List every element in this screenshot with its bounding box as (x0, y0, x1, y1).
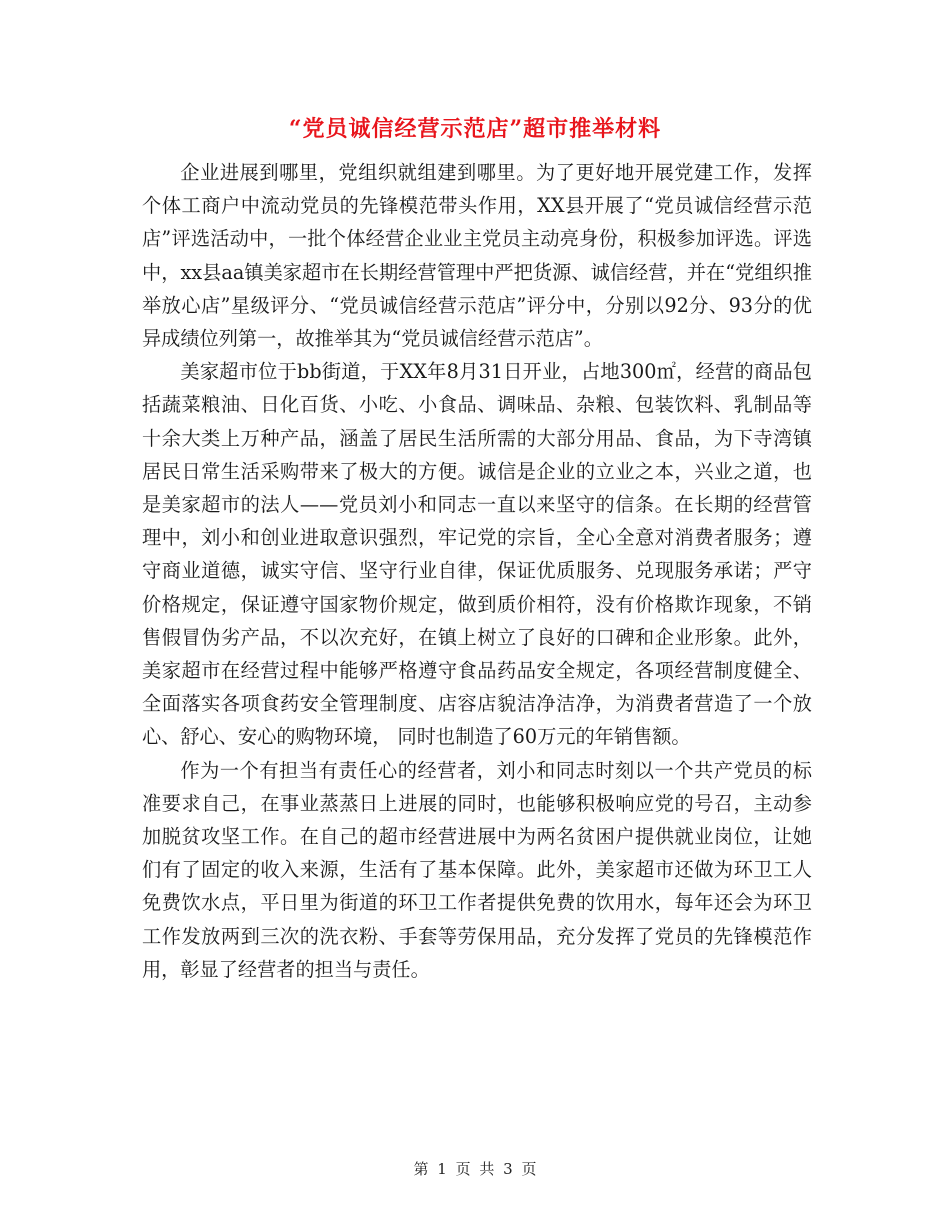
paragraph-supermarket-profile: 美家超市位于bb街道，于XX年8月31日开业，占地300㎡，经营的商品包括蔬菜粮油、日化百货、小吃、小食品、调味品、杂粮、包装饮料、乳制品等十余大类上万种产品，涵盖了居民生活所需的大部分用品、食品，为下寺湾镇居民日常生活采购带来了极大的方便。诚信是企业的立业之本，兴业之道，也是美家超市的法人——党员刘小和同志一直以来坚守的信条。在长期的经营管理中，刘小和创业进取意识强烈，牢记党的宗旨，全心全意对消费者服务；遵守商业道德，诚实守信、坚守行业自律，保证优质服务、兑现服务承诺；严守价格规定，保证遵守国家物价规定，做到质价相符，没有价格欺诈现象，不销售假冒伪劣产品，不以次充好，在镇上树立了良好的口碑和企业形象。此外，美家超市在经营过程中能够严格遵守食品药品安全规定，各项经营制度健全、全面落实各项食药安全管理制度、店容店貌洁净洁净，为消费者营造了一个放心、舒心、安心的购物环境， 同时也制造了60万元的年销售额。 (142, 360, 812, 749)
paragraph-intro: 企业进展到哪里，党组织就组建到哪里。为了更好地开展党建工作，发挥个体工商户中流动党员的先锋模范带头作用，XX县开展了“党员诚信经营示范店”评选活动中，一批个体经营企业业主党员主动亮身份，积极参加评选。评选中，xx县aa镇美家超市在长期经营管理中严把货源、诚信经营，并在“党组织推举放心店”星级评分、“党员诚信经营示范店”评分中，分别以92分、93分的优异成绩位列第一，故推举其为“党员诚信经营示范店”。 (142, 161, 812, 351)
document-body (142, 156, 812, 986)
paragraph-social-responsibility: 作为一个有担当有责任心的经营者，刘小和同志时刻以一个共产党员的标准要求自己，在事业蒸蒸日上进展的同时，也能够积极响应党的号召，主动参加脱贫攻坚工作。在自己的超市经营进展中为两名贫困户提供就业岗位，让她们有了固定的收入来源，生活有了基本保障。此外，美家超市还做为环卫工人免费饮水点，平日里为街道的环卫工作者提供免费的饮用水，每年还会为环卫工作发放两到三次的洗衣粉、手套等劳保用品，充分发挥了党员的先锋模范作用，彰显了经营者的担当与责任。 (142, 758, 812, 981)
page-number: 第 1 页 共 3 页 (413, 1160, 537, 1178)
document-title: “党员诚信经营示范店”超市推举材料 (288, 116, 662, 142)
